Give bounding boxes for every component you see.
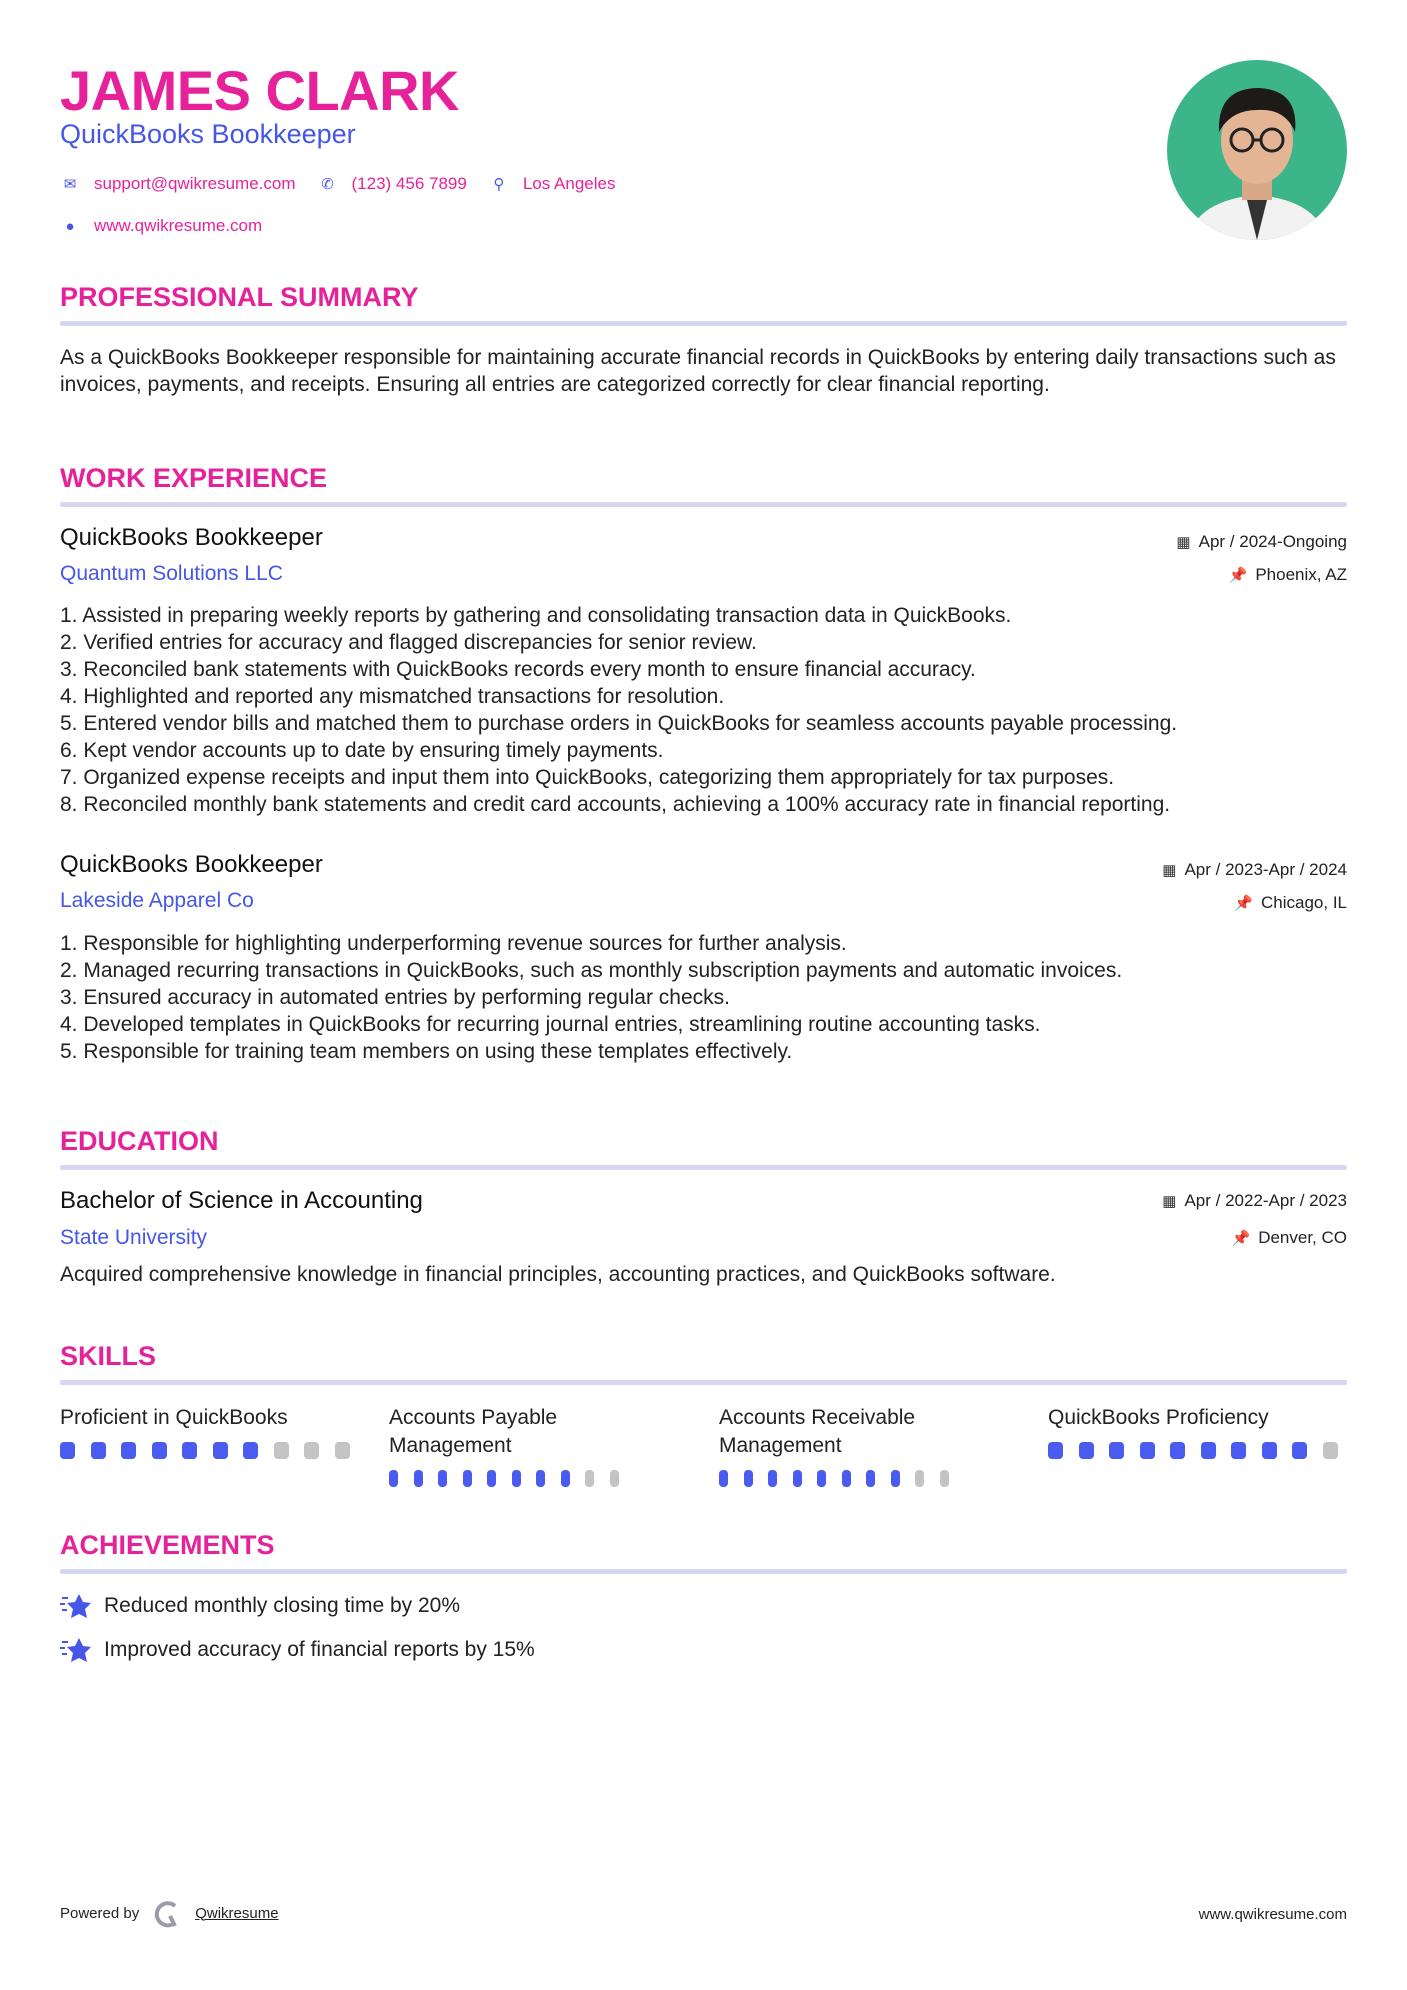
list-item: 5. Responsible for training team members on using these templates effectively.: [60, 1040, 793, 1063]
summary-heading: PROFESSIONAL SUMMARY: [60, 282, 419, 312]
education-location: [1232, 1228, 1348, 1248]
skill-name: Accounts Payable Management: [389, 1406, 558, 1457]
rating-dot-filled: [152, 1442, 167, 1459]
education-dates: [1162, 1191, 1347, 1211]
achievement-text: Improved accuracy of financial reports by 15%: [104, 1638, 535, 1661]
skill-rating: [60, 1442, 360, 1459]
rating-dot-filled: [1048, 1442, 1063, 1459]
list-item: 4. Highlighted and reported any mismatched transactions for resolution.: [60, 685, 725, 708]
section-divider: [60, 1380, 1347, 1385]
rating-dot-filled: [1262, 1442, 1277, 1459]
rating-dot-filled: [1231, 1442, 1246, 1459]
qwikresume-logo-icon: [153, 1898, 183, 1928]
skill-item: [60, 1404, 360, 1459]
powered-by-label: Powered by: [60, 1904, 140, 1922]
rating-dot-filled: [744, 1470, 753, 1487]
rating-dot-filled: [438, 1470, 447, 1487]
rating-dot-filled: [213, 1442, 228, 1459]
skill-name: Proficient in QuickBooks: [60, 1406, 288, 1429]
calendar-icon: ▦: [1162, 1193, 1177, 1210]
rating-dot-filled: [719, 1470, 728, 1487]
job-duties-list: [60, 930, 1350, 1065]
rating-dot-filled: [512, 1470, 521, 1487]
skill-item: [719, 1404, 949, 1487]
list-item: 1. Assisted in preparing weekly reports by gathering and consolidating transaction data in QuickBooks.: [60, 604, 1012, 627]
rating-dot-filled: [1292, 1442, 1307, 1459]
star-icon: [60, 1636, 92, 1664]
pushpin-icon: 📌: [1228, 567, 1248, 584]
pushpin-icon: 📌: [1231, 1230, 1251, 1247]
skill-rating: [389, 1470, 619, 1487]
job-dates-text: Apr / 2023-Apr / 2024: [1184, 860, 1347, 879]
rating-dot-empty: [915, 1470, 924, 1487]
job-location-text: Phoenix, AZ: [1255, 565, 1347, 584]
envelope-icon: ✉: [63, 176, 77, 193]
list-item: 6. Kept vendor accounts up to date by ensuring timely payments.: [60, 739, 664, 762]
rating-dot-filled: [60, 1442, 75, 1459]
footer-website[interactable]: www.qwikresume.com: [1198, 1906, 1347, 1923]
skills-heading: SKILLS: [60, 1341, 157, 1371]
rating-dot-filled: [463, 1470, 472, 1487]
section-divider: [60, 321, 1347, 326]
degree-title: Bachelor of Science in Accounting: [60, 1187, 423, 1214]
achievement-text: Reduced monthly closing time by 20%: [104, 1594, 461, 1617]
phone-icon: ✆: [321, 176, 334, 193]
job-duties-list: [60, 602, 1350, 818]
profile-photo: [1167, 60, 1347, 240]
list-item: 5. Entered vendor bills and matched them to purchase orders in QuickBooks for seamless accounts payable processing.: [60, 712, 1178, 735]
job-company: Quantum Solutions LLC: [60, 562, 283, 585]
rating-dot-filled: [561, 1470, 570, 1487]
rating-dot-filled: [414, 1470, 423, 1487]
rating-dot-empty: [274, 1442, 289, 1459]
skill-name: Accounts Receivable Management: [719, 1406, 916, 1457]
job-location: [1229, 565, 1347, 585]
job-dates-text: Apr / 2024-Ongoing: [1198, 532, 1347, 551]
calendar-icon: ▦: [1162, 862, 1177, 879]
achievement-item: [60, 1636, 535, 1664]
phone-text: (123) 456 7899: [351, 174, 467, 193]
list-item: 4. Developed templates in QuickBooks for recurring journal entries, streamlining routine accounting tasks.: [60, 1013, 1041, 1036]
rating-dot-filled: [842, 1470, 851, 1487]
rating-dot-empty: [304, 1442, 319, 1459]
rating-dot-filled: [536, 1470, 545, 1487]
rating-dot-filled: [389, 1470, 398, 1487]
list-item: 3. Reconciled bank statements with QuickBooks records every month to ensure financial accuracy.: [60, 658, 976, 681]
website-link[interactable]: www.qwikresume.com: [94, 216, 263, 235]
rating-dot-filled: [1170, 1442, 1185, 1459]
rating-dot-empty: [610, 1470, 619, 1487]
rating-dot-filled: [1109, 1442, 1124, 1459]
rating-dot-filled: [487, 1470, 496, 1487]
education-description: Acquired comprehensive knowledge in financial principles, accounting practices, and QuickBooks software.: [60, 1263, 1056, 1286]
calendar-icon: ▦: [1176, 534, 1191, 551]
map-pin-icon: ⚲: [493, 176, 505, 193]
rating-dot-empty: [1323, 1442, 1338, 1459]
list-item: 8. Reconciled monthly bank statements and credit card accounts, achieving a 100% accuracy rate in financial reporting.: [60, 793, 1171, 816]
job-title: QuickBooks Bookkeeper: [60, 524, 323, 551]
skill-rating: [719, 1470, 949, 1487]
rating-dot-filled: [866, 1470, 875, 1487]
summary-text: As a QuickBooks Bookkeeper responsible for maintaining accurate financial records in QuickBooks by entering daily transactions such as invoices, payments, and receipts. Ensuring all entries are categorized correctly for clear financial reporting.: [60, 346, 1336, 396]
pushpin-icon: 📌: [1234, 895, 1253, 912]
star-icon: [60, 1592, 92, 1620]
globe-icon: ●: [65, 217, 75, 235]
skill-item: [389, 1404, 619, 1487]
rating-dot-filled: [91, 1442, 106, 1459]
rating-dot-empty: [335, 1442, 350, 1459]
section-divider: [60, 1165, 1347, 1170]
education-location-text: Denver, CO: [1258, 1228, 1347, 1247]
job-dates: [1162, 860, 1347, 880]
school-name: State University: [60, 1226, 208, 1249]
candidate-title: QuickBooks Bookkeeper: [60, 119, 356, 149]
skill-name: QuickBooks Proficiency: [1048, 1406, 1269, 1429]
job-dates: [1176, 532, 1347, 552]
section-divider: [60, 502, 1347, 507]
achievement-item: [60, 1592, 460, 1620]
job-company: Lakeside Apparel Co: [60, 889, 254, 912]
rating-dot-filled: [891, 1470, 900, 1487]
website-row: [60, 216, 262, 236]
rating-dot-filled: [1079, 1442, 1094, 1459]
list-item: 2. Verified entries for accuracy and flagged discrepancies for senior review.: [60, 631, 757, 654]
footer-powered-by: [60, 1898, 279, 1928]
skill-item: [1048, 1404, 1348, 1459]
location-text: Los Angeles: [522, 174, 616, 193]
rating-dot-filled: [182, 1442, 197, 1459]
job-location-text: Chicago, IL: [1261, 893, 1347, 912]
rating-dot-empty: [585, 1470, 594, 1487]
rating-dot-filled: [768, 1470, 777, 1487]
email-link[interactable]: support@qwikresume.com: [94, 174, 296, 193]
list-item: 7. Organized expense receipts and input them into QuickBooks, categorizing them appropriately for tax purposes.: [60, 766, 1115, 789]
rating-dot-filled: [121, 1442, 136, 1459]
qwikresume-link[interactable]: Qwikresume: [195, 1904, 279, 1922]
list-item: 2. Managed recurring transactions in QuickBooks, such as monthly subscription payments and automatic invoices.: [60, 959, 1123, 982]
list-item: 1. Responsible for highlighting underperforming revenue sources for further analysis.: [60, 932, 847, 955]
rating-dot-filled: [1201, 1442, 1216, 1459]
candidate-name: JAMES CLARK: [60, 59, 459, 122]
education-heading: EDUCATION: [60, 1126, 219, 1156]
list-item: 3. Ensured accuracy in automated entries by performing regular checks.: [60, 986, 731, 1009]
job-title: QuickBooks Bookkeeper: [60, 851, 323, 878]
skill-rating: [1048, 1442, 1348, 1459]
job-location: [1234, 893, 1347, 913]
education-dates-text: Apr / 2022-Apr / 2023: [1184, 1191, 1347, 1210]
experience-heading: WORK EXPERIENCE: [60, 463, 328, 493]
rating-dot-filled: [243, 1442, 258, 1459]
rating-dot-filled: [817, 1470, 826, 1487]
rating-dot-filled: [1140, 1442, 1155, 1459]
rating-dot-empty: [940, 1470, 949, 1487]
contact-row: [60, 174, 615, 194]
rating-dot-filled: [793, 1470, 802, 1487]
section-divider: [60, 1569, 1347, 1574]
achievements-heading: ACHIEVEMENTS: [60, 1530, 275, 1560]
